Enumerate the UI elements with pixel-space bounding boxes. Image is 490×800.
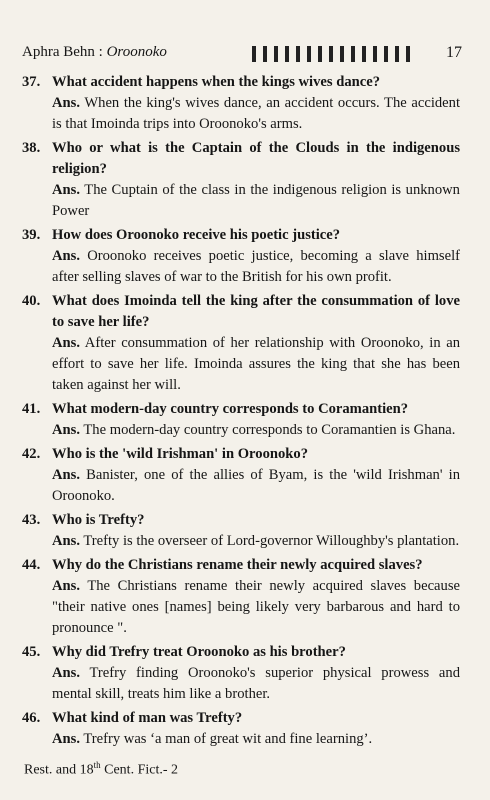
- answer-text: Trefty is the overseer of Lord-governor Willoughby's plantation.: [83, 533, 460, 549]
- qa-item: [22, 642, 460, 705]
- question: [22, 399, 460, 420]
- answer-text: Trefry was ‘a man of great wit and fine learning’.: [83, 731, 373, 747]
- question: [22, 555, 460, 576]
- question-number: 42.: [22, 446, 41, 462]
- qa-item: [22, 72, 460, 135]
- question-number: 39.: [22, 227, 41, 243]
- answer-label: Ans.: [52, 95, 80, 111]
- page-number: 17: [446, 44, 462, 61]
- answer-label: Ans.: [52, 731, 80, 747]
- answer-label: Ans.: [52, 665, 80, 681]
- question-text: What accident happens when the kings wives dance?: [52, 74, 380, 90]
- answer: [52, 465, 460, 507]
- answer: [52, 93, 460, 135]
- answer-label: Ans.: [52, 533, 80, 549]
- question-text: What does Imoinda tell the king after the consummation of love to save her life?: [52, 293, 460, 330]
- answer-text: The Cuptain of the class in the indigenous religion is unknown Power: [52, 182, 460, 219]
- answer: [52, 663, 460, 705]
- question: [22, 642, 460, 663]
- question: [22, 510, 460, 531]
- running-header: [22, 44, 462, 68]
- answer-label: Ans.: [52, 182, 80, 198]
- question-number: 37.: [22, 74, 41, 90]
- answer-label: Ans.: [52, 335, 80, 351]
- answer-label: Ans.: [52, 248, 80, 264]
- question-number: 41.: [22, 401, 41, 417]
- answer-label: Ans.: [52, 467, 80, 483]
- answer-text: The modern-day country corresponds to Coramantien is Ghana.: [83, 422, 456, 438]
- work-title: Oroonoko: [106, 44, 167, 60]
- question-number: 46.: [22, 710, 41, 726]
- answer: [52, 246, 460, 288]
- answer-label: Ans.: [52, 578, 80, 594]
- question: [22, 225, 460, 246]
- qa-item: [22, 555, 460, 639]
- answer-text: Trefry finding Oroonoko's superior physical prowess and mental skill, treats him like a brother.: [52, 665, 460, 702]
- question-text: Who is Trefty?: [52, 512, 145, 528]
- qa-item: [22, 708, 460, 750]
- answer-text: After consummation of her relationship with Oroonoko, in an effort to save her life. Imoinda assures the king that she has been taken against her will.: [52, 335, 461, 393]
- qa-item: [22, 225, 460, 288]
- answer-text: Banister, one of the allies of Byam, is the 'wild Irishman' in Oroonoko.: [52, 467, 460, 504]
- question-number: 40.: [22, 293, 41, 309]
- question: [22, 444, 460, 465]
- author-name: Aphra Behn :: [22, 44, 107, 60]
- question-number: 44.: [22, 557, 41, 573]
- question-answer-list: [22, 72, 460, 753]
- question-text: How does Oroonoko receive his poetic justice?: [52, 227, 341, 243]
- qa-item: [22, 444, 460, 507]
- question: [22, 291, 460, 333]
- answer: [52, 333, 460, 396]
- question-text: Why do the Christians rename their newly acquired slaves?: [52, 557, 423, 573]
- running-title: [22, 44, 167, 61]
- answer: [52, 531, 460, 552]
- qa-item: [22, 510, 460, 552]
- page-footer: [24, 760, 178, 779]
- question-number: 45.: [22, 644, 41, 660]
- qa-item: [22, 399, 460, 441]
- question-text: What kind of man was Trefty?: [52, 710, 243, 726]
- question-number: 38.: [22, 140, 41, 156]
- qa-item: [22, 138, 460, 222]
- question-number: 43.: [22, 512, 41, 528]
- answer-text: When the king's wives dance, an accident occurs. The accident is that Imoinda trips into Oroonoko's arms.: [52, 95, 460, 132]
- question-text: Who or what is the Captain of the Clouds in the indigenous religion?: [52, 140, 460, 177]
- footer-superscript: th: [93, 760, 101, 770]
- qa-item: [22, 291, 460, 396]
- question: [22, 72, 460, 93]
- answer-label: Ans.: [52, 422, 80, 438]
- answer: [52, 576, 460, 639]
- answer: [52, 420, 460, 441]
- answer: [52, 729, 460, 750]
- header-ornament: [252, 46, 417, 62]
- footer-suffix: Cent. Fict.- 2: [100, 762, 179, 778]
- answer: [52, 180, 460, 222]
- answer-text: The Christians rename their newly acquired slaves because "their native ones [names] being likely very barbarous and hard to pronounce ".: [52, 578, 460, 636]
- answer-text: Oroonoko receives poetic justice, becoming a slave himself after selling slaves of war to the British for his own profit.: [52, 248, 460, 285]
- question-text: Why did Trefry treat Oroonoko as his brother?: [52, 644, 346, 660]
- question-text: What modern-day country corresponds to Coramantien?: [52, 401, 409, 417]
- question: [22, 138, 460, 180]
- question: [22, 708, 460, 729]
- footer-prefix: Rest. and 18: [24, 762, 94, 778]
- question-text: Who is the 'wild Irishman' in Oroonoko?: [52, 446, 308, 462]
